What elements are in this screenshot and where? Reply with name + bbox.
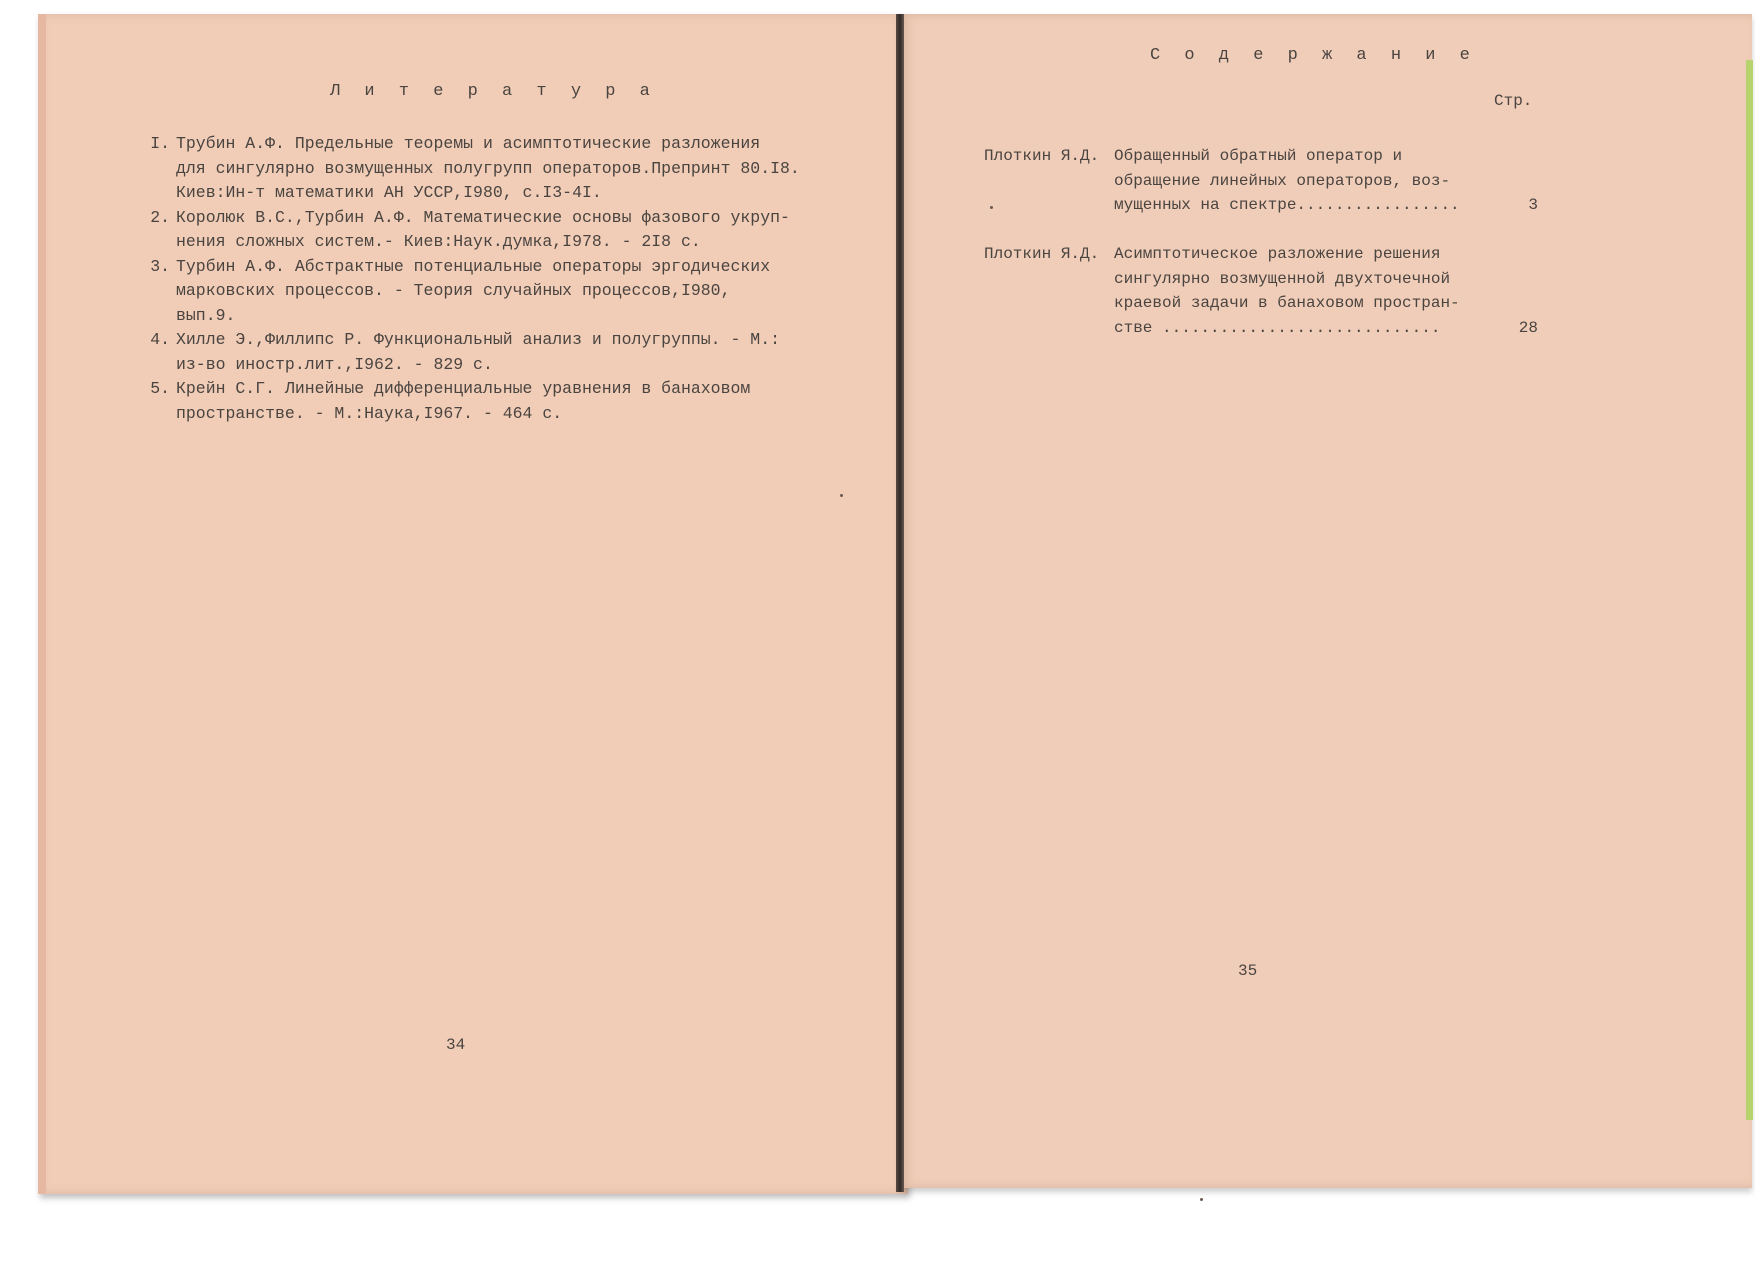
toc-title: [1114, 242, 1534, 340]
reference-item: [136, 377, 836, 426]
toc-title-line: мущенных на спектре.................: [1114, 196, 1460, 214]
reference-item: [136, 255, 836, 329]
reference-text: [176, 132, 836, 206]
reference-number: 2.: [150, 207, 170, 227]
reference-item: [136, 328, 836, 377]
reference-text: [176, 377, 836, 426]
toc-page-number: 3: [1528, 196, 1538, 214]
scan-speck: [990, 206, 993, 209]
toc-author: Плоткин Я.Д.: [984, 147, 1100, 165]
reference-text: [176, 255, 836, 329]
page-number-left: 34: [446, 1036, 466, 1054]
toc-title-line: сингулярно возмущенной двухточечной: [1114, 269, 1451, 288]
reference-line: для сингулярно возмущенных полугрупп операторов.Препринт 80.I8.: [176, 158, 800, 178]
toc-title-line: обращение линейных операторов, воз-: [1114, 171, 1451, 190]
references-heading: Л и т е р а т у р а: [330, 82, 657, 101]
reference-text: [176, 206, 836, 255]
page-column-label: Стр.: [1494, 92, 1533, 110]
toc-author: Плоткин Я.Д.: [984, 245, 1100, 263]
toc-title-line: стве .............................: [1114, 318, 1441, 337]
reference-line: Крейн С.Г. Линейные дифференциальные уравнения в банаховом: [176, 379, 751, 398]
reference-line: Хилле Э.,Филлипс Р. Функциональный анализ и полугруппы. - М.:: [176, 330, 780, 349]
toc-page-number: 28: [1518, 318, 1538, 337]
reference-line: Киев:Ин-т математики АН УССР,I980, с.I3-4I.: [176, 183, 602, 202]
toc-title-line: краевой задачи в банаховом простран-: [1114, 294, 1460, 312]
toc-title-line: Асимптотическое разложение решения: [1114, 245, 1441, 263]
page-number-right: 35: [1238, 962, 1258, 980]
reference-number: 3.: [150, 256, 170, 276]
scan-speck: [840, 494, 843, 497]
reference-text: [176, 328, 836, 377]
reference-line: Королюк В.С.,Турбин А.Ф. Математические основы фазового укруп-: [176, 207, 790, 227]
reference-line: Трубин А.Ф. Предельные теоремы и асимптотические разложения: [176, 134, 761, 153]
reference-line: из-во иностр.лит.,I962. - 829 с.: [176, 354, 493, 374]
reference-list: [136, 132, 836, 426]
reference-line: Турбин А.Ф. Абстрактные потенциальные операторы эргодических: [176, 256, 771, 276]
toc-title-line: Обращенный обратный оператор и: [1114, 147, 1403, 165]
reference-line: марковских процессов. - Теория случайных процессов,I980,: [176, 281, 731, 300]
contents-heading: С о д е р ж а н и е: [1150, 46, 1477, 65]
cover-edge: [1746, 60, 1753, 1120]
book-spine: [896, 14, 904, 1192]
reference-line: вып.9.: [176, 305, 236, 325]
scan-speck: [1200, 1198, 1203, 1201]
reference-item: [136, 132, 836, 206]
reference-line: нения сложных систем.- Киев:Наук.думка,I978. - 2I8 с.: [176, 232, 701, 251]
reference-item: [136, 206, 836, 255]
reference-number: 5.: [150, 379, 170, 398]
reference-number: I.: [150, 134, 170, 153]
toc-title: [1114, 144, 1534, 218]
reference-number: 4.: [150, 330, 170, 349]
reference-line: пространстве. - М.:Наука,I967. - 464 с.: [176, 403, 563, 423]
